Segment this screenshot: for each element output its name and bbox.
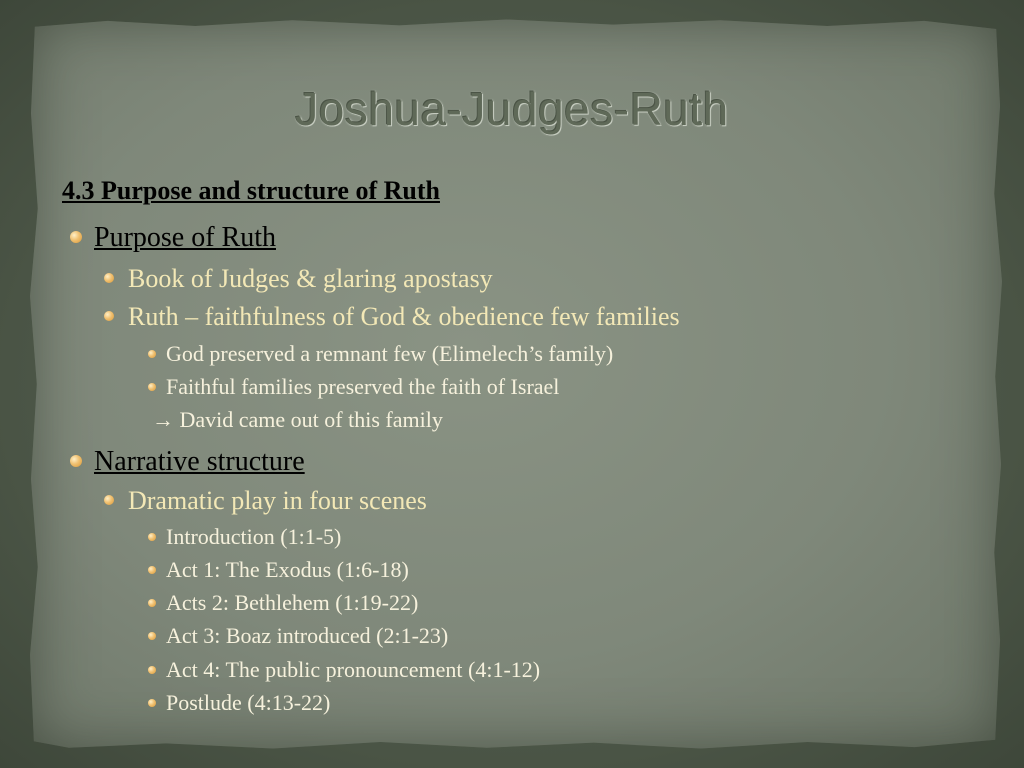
- section-heading: 4.3 Purpose and structure of Ruth: [62, 176, 440, 205]
- list-item-text: Introduction (1:1-5): [166, 524, 342, 549]
- list-item: [148, 341, 613, 367]
- bullet-icon: [104, 273, 114, 283]
- list-item: [104, 264, 493, 294]
- bullet-icon: [104, 311, 114, 321]
- list-item-text: Act 1: The Exodus (1:6-18): [166, 557, 409, 582]
- list-item-text: God preserved a remnant few (Elimelech’s family): [166, 341, 614, 366]
- list-item: [104, 486, 427, 516]
- bullet-structure: [70, 446, 305, 478]
- bullet-label: Purpose of Ruth: [94, 222, 276, 253]
- bullet-icon: [148, 632, 156, 640]
- list-item-text: Act 3: Boaz introduced (2:1-23): [166, 623, 449, 648]
- list-item: [148, 374, 559, 400]
- bullet-icon: [70, 231, 82, 243]
- bullet-icon: [148, 566, 156, 574]
- list-item: [148, 590, 418, 616]
- list-item-text: Ruth – faithfulness of God & obedience few families: [128, 302, 680, 331]
- list-item-text: Acts 2: Bethlehem (1:19-22): [166, 590, 419, 615]
- list-item-text: Faithful families preserved the faith of Israel: [166, 374, 560, 399]
- bullet-icon: [104, 495, 114, 505]
- list-item: [148, 690, 330, 716]
- list-item: [148, 557, 409, 583]
- list-item-text: Act 4: The public pronouncement (4:1-12): [166, 657, 541, 682]
- right-arrow-icon: →: [152, 407, 174, 432]
- list-item: [148, 623, 448, 649]
- bullet-icon: [148, 350, 156, 358]
- list-item: [148, 524, 341, 550]
- bullet-label: Narrative structure: [94, 446, 305, 477]
- list-item-text: Dramatic play in four scenes: [128, 486, 427, 515]
- bullet-icon: [148, 383, 156, 391]
- bullet-icon: [148, 666, 156, 674]
- list-item: [148, 657, 540, 683]
- arrow-note: [152, 407, 443, 433]
- bullet-icon: [148, 533, 156, 541]
- list-item: [104, 302, 680, 332]
- bullet-icon: [148, 599, 156, 607]
- bullet-purpose: [70, 222, 276, 254]
- list-item-text: Postlude (4:13-22): [166, 690, 331, 715]
- arrow-note-text: David came out of this family: [179, 407, 443, 432]
- bullet-icon: [148, 699, 156, 707]
- slide-title: Joshua-Judges-Ruth: [295, 83, 729, 135]
- bullet-icon: [70, 455, 82, 467]
- list-item-text: Book of Judges & glaring apostasy: [128, 264, 493, 293]
